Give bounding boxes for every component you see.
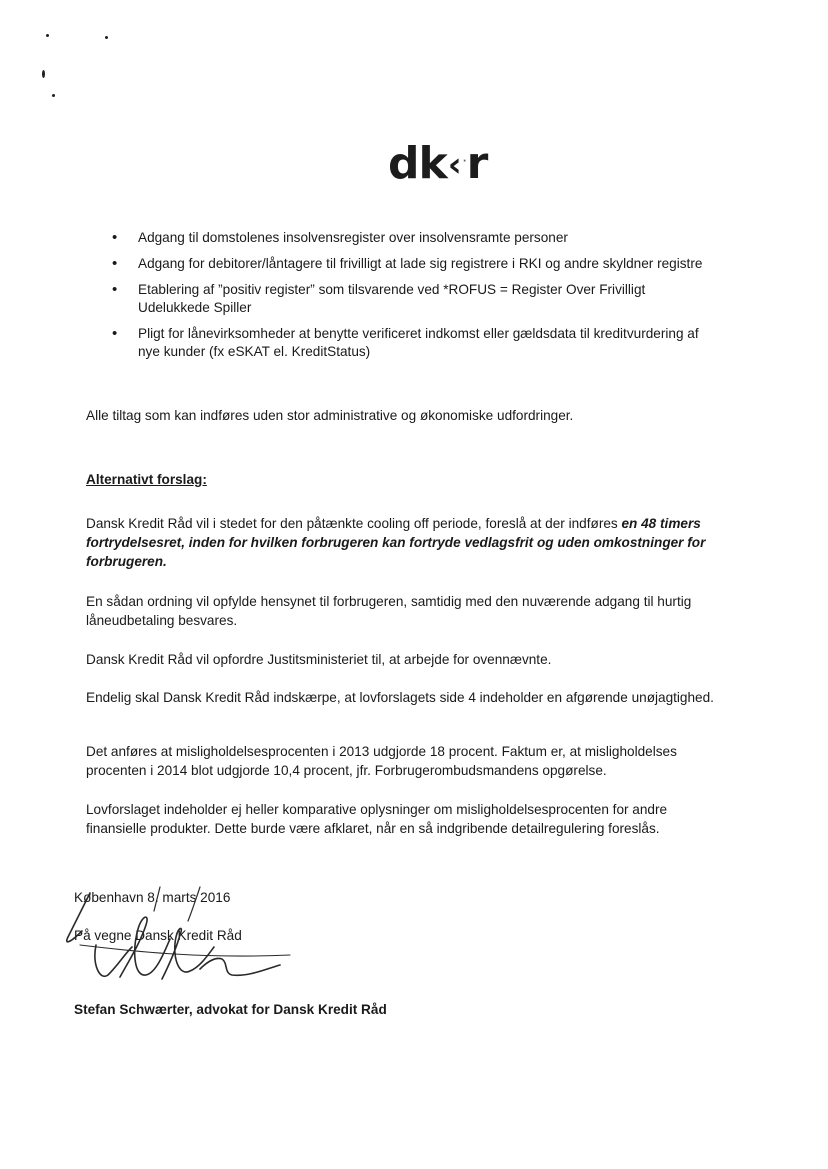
scan-speck <box>46 34 49 37</box>
summary-paragraph: Alle tiltag som kan indføres uden stor administrative og økonomiske udfordringer. <box>86 408 574 423</box>
list-item <box>112 281 712 317</box>
scan-speck <box>105 36 108 39</box>
list-item <box>112 229 712 247</box>
place-date: København 8. marts 2016 <box>74 890 231 905</box>
logo-text: dk <box>388 138 447 189</box>
list-item <box>112 325 712 361</box>
paragraph-emphasis: en 48 timers fortrydelsesret, inden for hvilken forbrugeren kan fortryde vedlagsfrit og uden omkostninger for forbrugeren. <box>86 516 706 569</box>
paragraph-proposal <box>86 514 726 571</box>
logo-text: r <box>466 138 488 189</box>
scan-speck <box>52 94 55 97</box>
list-item-text: Etablering af ”positiv register” som tilsvarende ved *ROFUS = Register Over Frivilligt Udelukkede Spiller <box>138 282 646 315</box>
logo-text: · <box>462 156 466 167</box>
measures-list <box>112 229 712 369</box>
list-item-text: Pligt for lånevirksomheder at benytte verificeret indkomst eller gældsdata til kreditvurdering af nye kunder (fx eSKAT el. KreditStatus) <box>138 326 699 359</box>
signatory-name: Stefan Schwærter, advokat for Dansk Kredit Råd <box>74 1002 387 1017</box>
list-item-text: Adgang til domstolenes insolvensregister over insolvensramte personer <box>138 230 568 245</box>
paragraph-default-rate: Det anføres at misligholdelsesprocenten i 2013 udgjorde 18 procent. Faktum er, at misligholdelses procenten i 2014 blot udgjorde 10,4 procent, jfr. Forbrugerombudsmandens opgørelse. <box>86 744 677 778</box>
paragraph-text: Dansk Kredit Råd vil i stedet for den påtænkte cooling off periode, foreslå at der indføres <box>86 516 622 531</box>
dkr-logo <box>388 138 487 189</box>
bullet-icon: • <box>112 281 118 298</box>
paragraph-justitsministeriet: Dansk Kredit Råd vil opfordre Justitsministeriet til, at arbejde for ovennævnte. <box>86 652 552 667</box>
paragraph-inaccuracy: Endelig skal Dansk Kredit Råd indskærpe, at lovforslagets side 4 indeholder en afgørende unøjagtighed. <box>86 690 714 705</box>
bullet-icon: • <box>112 229 118 246</box>
logo-text: ‹ <box>447 145 461 185</box>
paragraph-comparative: Lovforslaget indeholder ej heller komparative oplysninger om misligholdelsesprocenten for andre finansielle produkter. Dette burde være afklaret, når en så indgribende detailregulering foreslås. <box>86 802 668 836</box>
list-item <box>112 255 712 273</box>
bullet-icon: • <box>112 325 118 342</box>
alternative-proposal-heading: Alternativt forslag: <box>86 472 207 487</box>
list-item-text: Adgang for debitorer/låntagere til frivilligt at lade sig registrere i RKI og andre skyldner registre <box>138 256 703 271</box>
scan-speck <box>42 70 45 78</box>
paragraph-ordning: En sådan ordning vil opfylde hensynet til forbrugeren, samtidig med den nuværende adgang til hurtig låneudbetaling besvares. <box>86 594 692 628</box>
on-behalf-line: På vegne Dansk Kredit Råd <box>74 928 242 943</box>
bullet-icon: • <box>112 255 118 272</box>
handwritten-signature <box>60 885 300 995</box>
